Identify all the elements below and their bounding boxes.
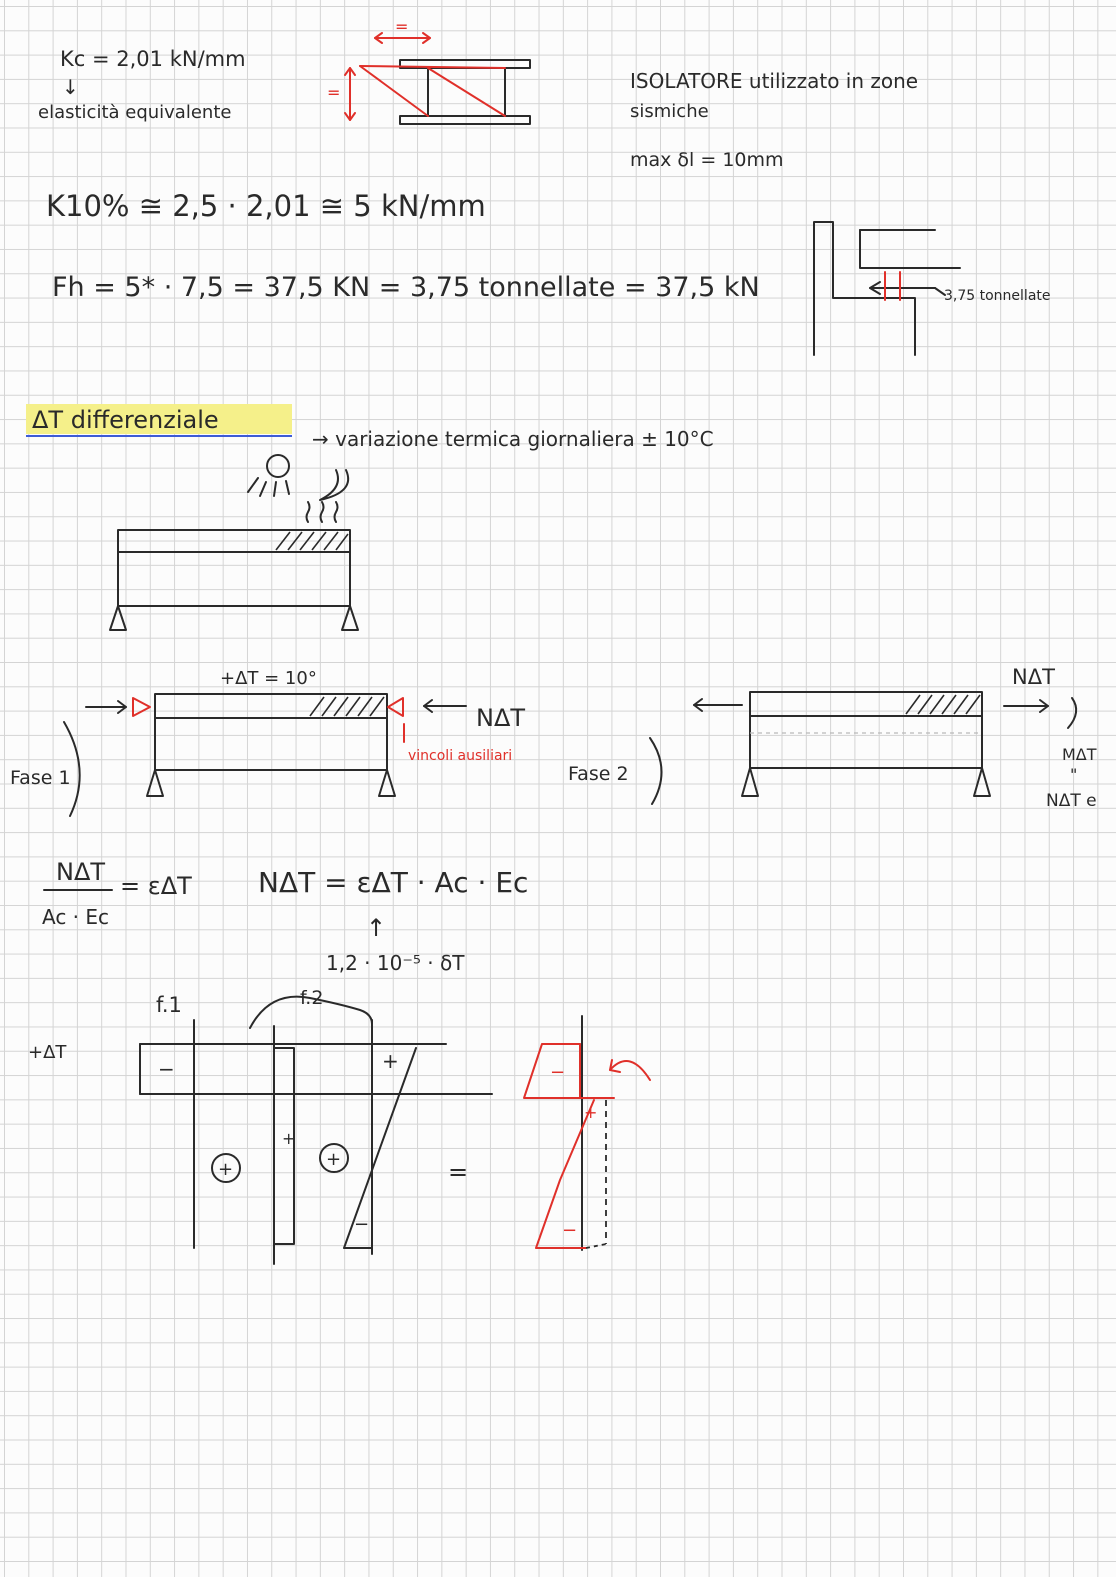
auxiliary-constraint-right (388, 698, 403, 716)
fase-1-label: Fase 1 (10, 767, 71, 789)
eq-arrow: ↑ (366, 914, 387, 942)
kc-arrow: ↓ (62, 75, 79, 99)
k10-line: K10% ≅ 2,5 · 2,01 ≅ 5 kN/mm (46, 189, 486, 223)
eq-left-numerator: NΔT (56, 858, 106, 886)
bracket-load-label: 3,75 tonnellate (944, 288, 1051, 304)
eq-left-rhs: = εΔT (120, 872, 192, 900)
isolator-title-cont: sismiche (630, 101, 709, 122)
vincoli-label: vincoli ausiliari (408, 748, 513, 764)
plus-dt-label: +ΔT (28, 1042, 67, 1063)
stress-diagram-left (140, 1020, 492, 1264)
stress-diagram-result (524, 1016, 650, 1250)
max-displacement: max δl = 10mm (630, 149, 784, 171)
fase-2-bracket (650, 738, 662, 804)
kc-line: Kc = 2,01 kN/mm (60, 47, 246, 71)
kc-description: elasticità equivalente (38, 102, 232, 123)
isolator-bottom-plate (400, 116, 530, 124)
beam-fase-2 (694, 692, 1076, 796)
m-dt-label: MΔT (1062, 745, 1097, 764)
support-left (110, 606, 126, 630)
delta-t-label: +ΔT = 10° (220, 668, 317, 689)
section-title: ΔT differenziale (32, 406, 219, 434)
sign-minus-1: − (158, 1057, 175, 1081)
eq-sub: 1,2 · 10⁻⁵ · δT (326, 951, 465, 975)
deformed-edge-left (360, 66, 428, 116)
sign-minus-fiber2: − (354, 1214, 370, 1235)
dimension-equal-top: = (395, 17, 409, 36)
isolator-title: ISOLATORE utilizzato in zone (630, 69, 919, 93)
fibra-1-label: f.1 (156, 993, 182, 1017)
moon-icon (320, 470, 348, 500)
sign-plus-circle-2: + (326, 1149, 342, 1170)
support-right (342, 606, 358, 630)
isolator-sketch (327, 17, 530, 124)
result-sign-minus-top: − (550, 1062, 566, 1083)
sun-icon (267, 455, 289, 477)
sun-moon-sketch (248, 455, 348, 522)
n-dt-label: NΔT (476, 704, 526, 732)
eq-left-denominator: Ac · Ec (42, 905, 110, 929)
beam-1 (110, 530, 358, 630)
eq-right: NΔT = εΔT · Ac · Ec (258, 866, 529, 899)
equals-sign: = (448, 1158, 469, 1186)
fase-2-label: Fase 2 (568, 763, 629, 785)
result-sign-plus: + (584, 1103, 598, 1122)
beam-fase-1 (86, 694, 466, 796)
n-dt-e-label: NΔT e (1046, 791, 1097, 811)
fh-line: Fh = 5* · 7,5 = 37,5 KN = 3,75 tonnellate = 37,5 kN (52, 272, 760, 303)
fibra-2-label: f.2 (300, 987, 324, 1009)
n-dt-right-label: NΔT (1012, 665, 1055, 689)
auxiliary-constraint-left (133, 698, 150, 716)
sign-plus-circle-1: + (218, 1159, 234, 1180)
bracket-sketch (814, 222, 1051, 355)
ditto-mark: " (1070, 765, 1078, 784)
sign-plus-small: + (282, 1129, 296, 1148)
variation-line: → variazione termica giornaliera ± 10°C (312, 427, 714, 451)
dimension-equal-left: = (327, 83, 341, 102)
sign-plus-fiber2: + (382, 1049, 399, 1073)
result-sign-minus-bottom: − (562, 1220, 578, 1241)
